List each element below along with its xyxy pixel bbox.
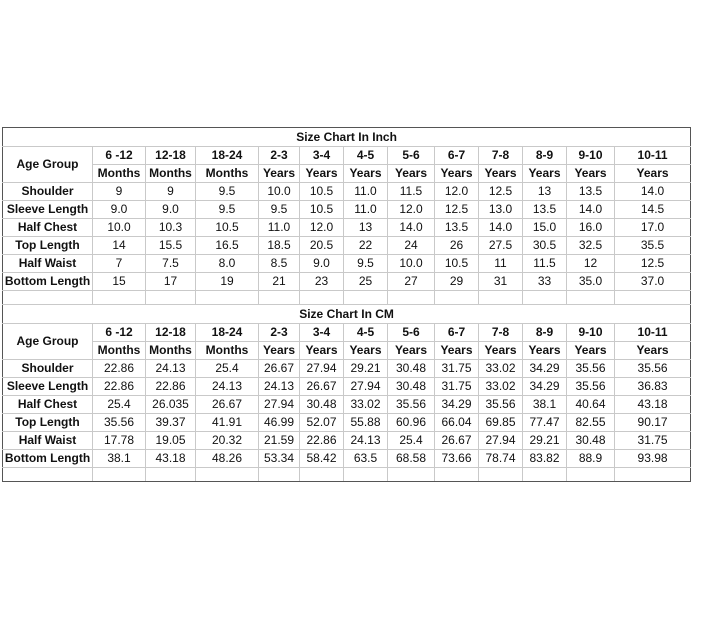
table-cell: 22.86	[93, 378, 146, 396]
table-cell: 32.5	[567, 237, 615, 255]
chart-title: Size Chart In CM	[3, 305, 691, 324]
column-age-unit: Years	[567, 342, 615, 360]
table-cell: 14.0	[388, 219, 435, 237]
column-age-range: 9-10	[567, 324, 615, 342]
column-age-range: 12-18	[146, 324, 196, 342]
row-label: Shoulder	[3, 183, 93, 201]
empty-cell	[435, 468, 479, 482]
table-row	[3, 414, 691, 432]
table-cell: 55.88	[344, 414, 388, 432]
column-age-range: 7-8	[479, 324, 523, 342]
table-cell: 35.56	[567, 360, 615, 378]
table-cell: 15.5	[146, 237, 196, 255]
table-row	[3, 219, 691, 237]
column-age-unit: Years	[523, 165, 567, 183]
table-cell: 12.5	[479, 183, 523, 201]
table-cell: 29.21	[523, 432, 567, 450]
table-cell: 30.5	[523, 237, 567, 255]
row-label: Bottom Length	[3, 273, 93, 291]
table-cell: 9.0	[93, 201, 146, 219]
table-cell: 31.75	[435, 378, 479, 396]
column-age-range: 6 -12	[93, 147, 146, 165]
table-cell: 20.5	[300, 237, 344, 255]
table-cell: 31.75	[435, 360, 479, 378]
inch-chart	[3, 128, 691, 305]
table-cell: 22.86	[93, 360, 146, 378]
column-age-range: 5-6	[388, 147, 435, 165]
empty-cell	[523, 291, 567, 305]
empty-cell	[479, 291, 523, 305]
table-cell: 26.67	[259, 360, 300, 378]
table-cell: 60.96	[388, 414, 435, 432]
row-label: Sleeve Length	[3, 201, 93, 219]
column-header-row	[3, 324, 691, 342]
table-cell: 82.55	[567, 414, 615, 432]
age-group-label: Age Group	[3, 324, 93, 360]
column-age-range: 12-18	[146, 147, 196, 165]
age-group-label: Age Group	[3, 147, 93, 183]
table-cell: 37.0	[615, 273, 691, 291]
table-row	[3, 255, 691, 273]
column-age-unit: Years	[388, 165, 435, 183]
table-cell: 9.5	[344, 255, 388, 273]
table-cell: 20.32	[196, 432, 259, 450]
table-cell: 9.0	[300, 255, 344, 273]
table-cell: 25.4	[196, 360, 259, 378]
table-cell: 7	[93, 255, 146, 273]
table-cell: 27	[388, 273, 435, 291]
table-cell: 13.5	[435, 219, 479, 237]
column-age-range: 10-11	[615, 324, 691, 342]
table-row	[3, 183, 691, 201]
column-age-range: 9-10	[567, 147, 615, 165]
table-cell: 90.17	[615, 414, 691, 432]
table-cell: 24	[388, 237, 435, 255]
table-cell: 18.5	[259, 237, 300, 255]
table-cell: 33.02	[479, 378, 523, 396]
table-cell: 77.47	[523, 414, 567, 432]
table-row	[3, 396, 691, 414]
empty-cell	[479, 468, 523, 482]
table-cell: 17.78	[93, 432, 146, 450]
empty-cell	[300, 291, 344, 305]
table-cell: 11.0	[344, 183, 388, 201]
column-age-unit: Months	[146, 165, 196, 183]
column-age-unit: Months	[93, 342, 146, 360]
table-cell: 9.0	[146, 201, 196, 219]
empty-cell	[615, 468, 691, 482]
empty-cell	[344, 468, 388, 482]
table-cell: 19.05	[146, 432, 196, 450]
table-cell: 9	[93, 183, 146, 201]
table-cell: 15.0	[523, 219, 567, 237]
table-cell: 14.0	[615, 183, 691, 201]
empty-cell	[435, 291, 479, 305]
column-age-range: 8-9	[523, 324, 567, 342]
table-cell: 93.98	[615, 450, 691, 468]
table-cell: 16.5	[196, 237, 259, 255]
chart-title-row	[3, 128, 691, 147]
table-cell: 14	[93, 237, 146, 255]
empty-cell	[615, 291, 691, 305]
cm-chart	[3, 305, 691, 482]
table-cell: 27.94	[259, 396, 300, 414]
column-age-range: 4-5	[344, 324, 388, 342]
table-cell: 25	[344, 273, 388, 291]
row-label: Bottom Length	[3, 450, 93, 468]
table-cell: 38.1	[523, 396, 567, 414]
size-chart-sheet	[2, 127, 690, 482]
column-age-unit: Years	[435, 342, 479, 360]
table-cell: 13.5	[567, 183, 615, 201]
table-cell: 30.48	[388, 360, 435, 378]
row-label: Half Waist	[3, 255, 93, 273]
table-cell: 12.0	[300, 219, 344, 237]
table-cell: 10.3	[146, 219, 196, 237]
table-cell: 46.99	[259, 414, 300, 432]
table-cell: 24.13	[146, 360, 196, 378]
empty-cell	[93, 468, 146, 482]
table-row	[3, 360, 691, 378]
table-cell: 29	[435, 273, 479, 291]
column-age-range: 2-3	[259, 147, 300, 165]
column-age-unit: Years	[344, 342, 388, 360]
table-cell: 34.29	[523, 378, 567, 396]
table-cell: 9.5	[196, 201, 259, 219]
table-row	[3, 201, 691, 219]
table-cell: 11	[479, 255, 523, 273]
column-age-unit: Years	[479, 165, 523, 183]
table-cell: 83.82	[523, 450, 567, 468]
table-cell: 31	[479, 273, 523, 291]
column-age-range: 4-5	[344, 147, 388, 165]
table-cell: 16.0	[567, 219, 615, 237]
empty-cell	[146, 291, 196, 305]
table-cell: 22	[344, 237, 388, 255]
table-cell: 88.9	[567, 450, 615, 468]
empty-cell	[567, 291, 615, 305]
table-cell: 24.13	[196, 378, 259, 396]
table-cell: 35.56	[567, 378, 615, 396]
table-cell: 10.5	[196, 219, 259, 237]
column-age-unit: Years	[615, 165, 691, 183]
column-age-range: 8-9	[523, 147, 567, 165]
table-cell: 24.13	[344, 432, 388, 450]
table-cell: 23	[300, 273, 344, 291]
table-cell: 35.56	[479, 396, 523, 414]
table-row	[3, 237, 691, 255]
table-cell: 17.0	[615, 219, 691, 237]
table-cell: 63.5	[344, 450, 388, 468]
column-age-unit: Years	[435, 165, 479, 183]
column-age-range: 5-6	[388, 324, 435, 342]
table-cell: 25.4	[388, 432, 435, 450]
table-cell: 43.18	[615, 396, 691, 414]
table-cell: 13.5	[523, 201, 567, 219]
table-cell: 22.86	[146, 378, 196, 396]
table-cell: 34.29	[435, 396, 479, 414]
table-cell: 48.26	[196, 450, 259, 468]
table-cell: 9.5	[196, 183, 259, 201]
spacer-row	[3, 468, 691, 482]
column-age-range: 3-4	[300, 324, 344, 342]
table-cell: 19	[196, 273, 259, 291]
table-cell: 8.0	[196, 255, 259, 273]
column-age-unit: Months	[146, 342, 196, 360]
column-age-unit: Years	[615, 342, 691, 360]
table-cell: 78.74	[479, 450, 523, 468]
table-cell: 13.0	[479, 201, 523, 219]
empty-cell	[93, 291, 146, 305]
table-cell: 8.5	[259, 255, 300, 273]
table-cell: 34.29	[523, 360, 567, 378]
table-cell: 11.0	[344, 201, 388, 219]
table-cell: 31.75	[615, 432, 691, 450]
table-cell: 68.58	[388, 450, 435, 468]
table-cell: 12.0	[435, 183, 479, 201]
column-age-range: 6-7	[435, 147, 479, 165]
table-cell: 41.91	[196, 414, 259, 432]
column-age-unit: Years	[479, 342, 523, 360]
row-label: Half Chest	[3, 219, 93, 237]
row-label: Sleeve Length	[3, 378, 93, 396]
row-label: Shoulder	[3, 360, 93, 378]
row-label: Half Waist	[3, 432, 93, 450]
table-cell: 35.5	[615, 237, 691, 255]
table-cell: 11.5	[388, 183, 435, 201]
empty-cell	[388, 291, 435, 305]
column-age-range: 2-3	[259, 324, 300, 342]
table-cell: 29.21	[344, 360, 388, 378]
chart-title-row	[3, 305, 691, 324]
column-age-unit: Years	[259, 165, 300, 183]
empty-cell	[196, 468, 259, 482]
table-cell: 40.64	[567, 396, 615, 414]
table-cell: 15	[93, 273, 146, 291]
table-cell: 7.5	[146, 255, 196, 273]
column-age-range: 3-4	[300, 147, 344, 165]
table-cell: 10.5	[300, 201, 344, 219]
spacer-row	[3, 291, 691, 305]
table-cell: 26.035	[146, 396, 196, 414]
table-cell: 33.02	[479, 360, 523, 378]
table-row	[3, 273, 691, 291]
table-cell: 73.66	[435, 450, 479, 468]
column-age-range: 18-24	[196, 324, 259, 342]
table-cell: 53.34	[259, 450, 300, 468]
table-cell: 26.67	[300, 378, 344, 396]
table-cell: 26.67	[435, 432, 479, 450]
table-cell: 13	[344, 219, 388, 237]
column-age-unit: Years	[567, 165, 615, 183]
column-header-row	[3, 147, 691, 165]
table-cell: 35.0	[567, 273, 615, 291]
empty-cell	[523, 468, 567, 482]
column-age-unit: Years	[523, 342, 567, 360]
empty-cell	[567, 468, 615, 482]
empty-cell	[3, 291, 93, 305]
table-cell: 14.0	[567, 201, 615, 219]
table-cell: 35.56	[615, 360, 691, 378]
table-cell: 36.83	[615, 378, 691, 396]
table-cell: 9	[146, 183, 196, 201]
size-chart-table	[2, 127, 691, 482]
row-label: Top Length	[3, 237, 93, 255]
table-cell: 13	[523, 183, 567, 201]
table-cell: 27.94	[344, 378, 388, 396]
table-cell: 43.18	[146, 450, 196, 468]
table-cell: 24.13	[259, 378, 300, 396]
column-age-unit: Years	[344, 165, 388, 183]
table-cell: 10.0	[259, 183, 300, 201]
table-cell: 66.04	[435, 414, 479, 432]
table-cell: 10.0	[388, 255, 435, 273]
column-age-range: 10-11	[615, 147, 691, 165]
table-cell: 12.0	[388, 201, 435, 219]
table-cell: 33.02	[344, 396, 388, 414]
table-cell: 25.4	[93, 396, 146, 414]
empty-cell	[259, 291, 300, 305]
table-cell: 11.0	[259, 219, 300, 237]
column-header-row	[3, 342, 691, 360]
table-cell: 39.37	[146, 414, 196, 432]
empty-cell	[3, 468, 93, 482]
table-cell: 9.5	[259, 201, 300, 219]
table-cell: 26	[435, 237, 479, 255]
column-age-range: 6-7	[435, 324, 479, 342]
column-age-unit: Years	[388, 342, 435, 360]
table-cell: 14.5	[615, 201, 691, 219]
table-row	[3, 378, 691, 396]
table-cell: 26.67	[196, 396, 259, 414]
table-cell: 14.0	[479, 219, 523, 237]
column-age-unit: Years	[259, 342, 300, 360]
table-cell: 30.48	[388, 378, 435, 396]
table-cell: 22.86	[300, 432, 344, 450]
empty-cell	[300, 468, 344, 482]
empty-cell	[259, 468, 300, 482]
table-row	[3, 450, 691, 468]
table-cell: 38.1	[93, 450, 146, 468]
table-cell: 10.5	[300, 183, 344, 201]
column-age-unit: Years	[300, 342, 344, 360]
column-age-unit: Months	[196, 165, 259, 183]
table-cell: 10.5	[435, 255, 479, 273]
table-cell: 27.94	[300, 360, 344, 378]
table-cell: 12.5	[615, 255, 691, 273]
table-cell: 21.59	[259, 432, 300, 450]
table-cell: 27.94	[479, 432, 523, 450]
column-age-unit: Years	[300, 165, 344, 183]
column-age-unit: Months	[93, 165, 146, 183]
column-age-range: 18-24	[196, 147, 259, 165]
row-label: Top Length	[3, 414, 93, 432]
table-cell: 58.42	[300, 450, 344, 468]
empty-cell	[344, 291, 388, 305]
table-row	[3, 432, 691, 450]
table-cell: 52.07	[300, 414, 344, 432]
empty-cell	[146, 468, 196, 482]
column-age-range: 7-8	[479, 147, 523, 165]
table-cell: 12.5	[435, 201, 479, 219]
table-cell: 10.0	[93, 219, 146, 237]
table-cell: 11.5	[523, 255, 567, 273]
table-cell: 27.5	[479, 237, 523, 255]
table-cell: 17	[146, 273, 196, 291]
column-age-unit: Months	[196, 342, 259, 360]
table-cell: 35.56	[93, 414, 146, 432]
row-label: Half Chest	[3, 396, 93, 414]
chart-title: Size Chart In Inch	[3, 128, 691, 147]
table-cell: 30.48	[567, 432, 615, 450]
table-cell: 30.48	[300, 396, 344, 414]
column-age-range: 6 -12	[93, 324, 146, 342]
table-cell: 21	[259, 273, 300, 291]
table-cell: 69.85	[479, 414, 523, 432]
table-cell: 33	[523, 273, 567, 291]
table-cell: 12	[567, 255, 615, 273]
table-cell: 35.56	[388, 396, 435, 414]
column-header-row	[3, 165, 691, 183]
empty-cell	[388, 468, 435, 482]
empty-cell	[196, 291, 259, 305]
